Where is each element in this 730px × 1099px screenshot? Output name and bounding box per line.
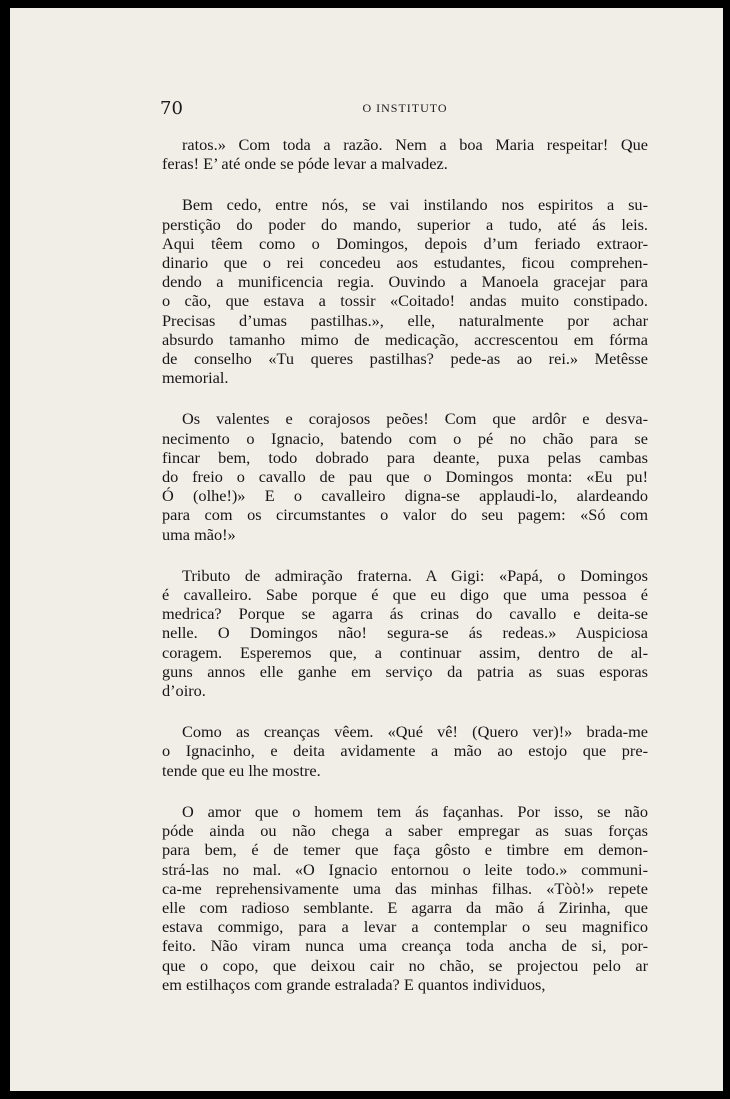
- text-line: guns annos elle ganhe em serviço da patria as suas esporas: [162, 661, 648, 681]
- text-line: Como as creanças vêem. «Qué vê! (Quero ver)!» brada-me: [182, 722, 648, 742]
- page-number: 70: [160, 98, 183, 119]
- text-line: medrica? Porque se agarra ás crinas do cavallo e deita-se: [162, 604, 648, 624]
- body-text: [162, 135, 648, 1016]
- text-line: ca-me reprehensivamente uma das minhas filhas. «Tòò!» repete: [162, 878, 648, 898]
- text-line: é cavalleiro. Sabe porque é que eu digo que uma pessoa é: [162, 585, 648, 605]
- text-line: Ó (olhe!)» E o cavalleiro digna-se applaudi-lo, alardeando: [162, 486, 648, 506]
- text-line: o Ignacinho, e deita avidamente a mão ao estojo que pre-: [162, 741, 648, 761]
- text-line: memorial.: [162, 368, 229, 388]
- text-line: para bem, é de temer que faça gôsto e timbre em demon-: [162, 840, 648, 860]
- text-line: que o copo, que deixou cair no chão, se projectou pelo ar: [162, 955, 648, 975]
- book-page: [10, 8, 723, 1091]
- text-line: ratos.» Com toda a razão. Nem a boa Maria respeitar! Que: [182, 135, 648, 154]
- text-line: Aqui têem como o Domingos, depois d’um feriado extraor-: [162, 233, 648, 253]
- text-line: strá-las no mal. «O Ignacio entornou o leite todo.» communi-: [162, 859, 648, 879]
- text-line: Os valentes e corajosos peões! Com que ardôr e desva-: [182, 409, 648, 429]
- running-title: O INSTITUTO: [362, 101, 448, 115]
- text-line: necimento o Ignacio, batendo com o pé no chão para se: [162, 428, 648, 448]
- text-line: perstição do poder do mando, superior a tudo, até ás leis.: [162, 214, 648, 234]
- page-header: [160, 98, 650, 122]
- text-line: tende que eu lhe mostre.: [162, 760, 321, 780]
- text-line: absurdo tamanho mimo de medicação, accrescentou em fórma: [162, 329, 648, 349]
- text-line: póde ainda ou não chega a saber empregar as suas forças: [162, 821, 648, 841]
- text-line: Precisas d’umas pastilhas.», elle, naturalmente por achar: [162, 310, 648, 330]
- text-line: feito. Não viram nunca uma creança toda ancha de si, por-: [162, 936, 648, 956]
- text-line: dendo a munificencia regia. Ouvindo a Manoela gracejar para: [162, 272, 648, 292]
- paragraph: [162, 195, 648, 387]
- text-line: elle com radioso semblante. E agarra da mão á Zirinha, que: [162, 897, 648, 917]
- paragraph: [162, 135, 648, 173]
- paragraph: [162, 722, 648, 780]
- text-line: para com os circumstantes o valor do seu pagem: «Só com: [162, 505, 648, 525]
- text-line: O amor que o homem tem ás façanhas. Por isso, se não: [182, 801, 648, 821]
- text-line: feras! E’ até onde se póde levar a malvadez.: [162, 154, 448, 174]
- text-line: Bem cedo, entre nós, se vai instilando nos espiritos a su-: [182, 195, 648, 215]
- text-line: Tributo de admiração fraterna. A Gigi: «Papá, o Domingos: [182, 565, 648, 585]
- text-line: d’oiro.: [162, 681, 206, 701]
- text-line: dinario que o rei concedeu aos estudantes, ficou comprehen-: [162, 253, 648, 273]
- text-line: uma mão!»: [162, 524, 236, 544]
- paragraph: [162, 409, 648, 543]
- text-line: de conselho «Tu queres pastilhas? pede-as ao rei.» Metêsse: [162, 349, 648, 369]
- text-line: fincar bem, todo dobrado para deante, puxa pelas cambas: [162, 447, 648, 467]
- text-line: do freio o cavallo de pau que o Domingos monta: «Eu pu!: [162, 467, 648, 487]
- paragraph: [162, 566, 648, 700]
- text-line: estava commigo, para a levar a contemplar o seu magnifico: [162, 917, 648, 937]
- text-line: nelle. O Domingos não! segura-se ás redeas.» Auspiciosa: [162, 623, 648, 643]
- text-line: em estilhaços com grande estralada? E quantos individuos,: [162, 974, 546, 994]
- text-line: o cão, que estava a tossir «Coitado! andas muito constipado.: [162, 291, 648, 311]
- text-line: coragem. Esperemos que, a continuar assim, dentro de al-: [162, 642, 648, 662]
- paragraph: [162, 802, 648, 994]
